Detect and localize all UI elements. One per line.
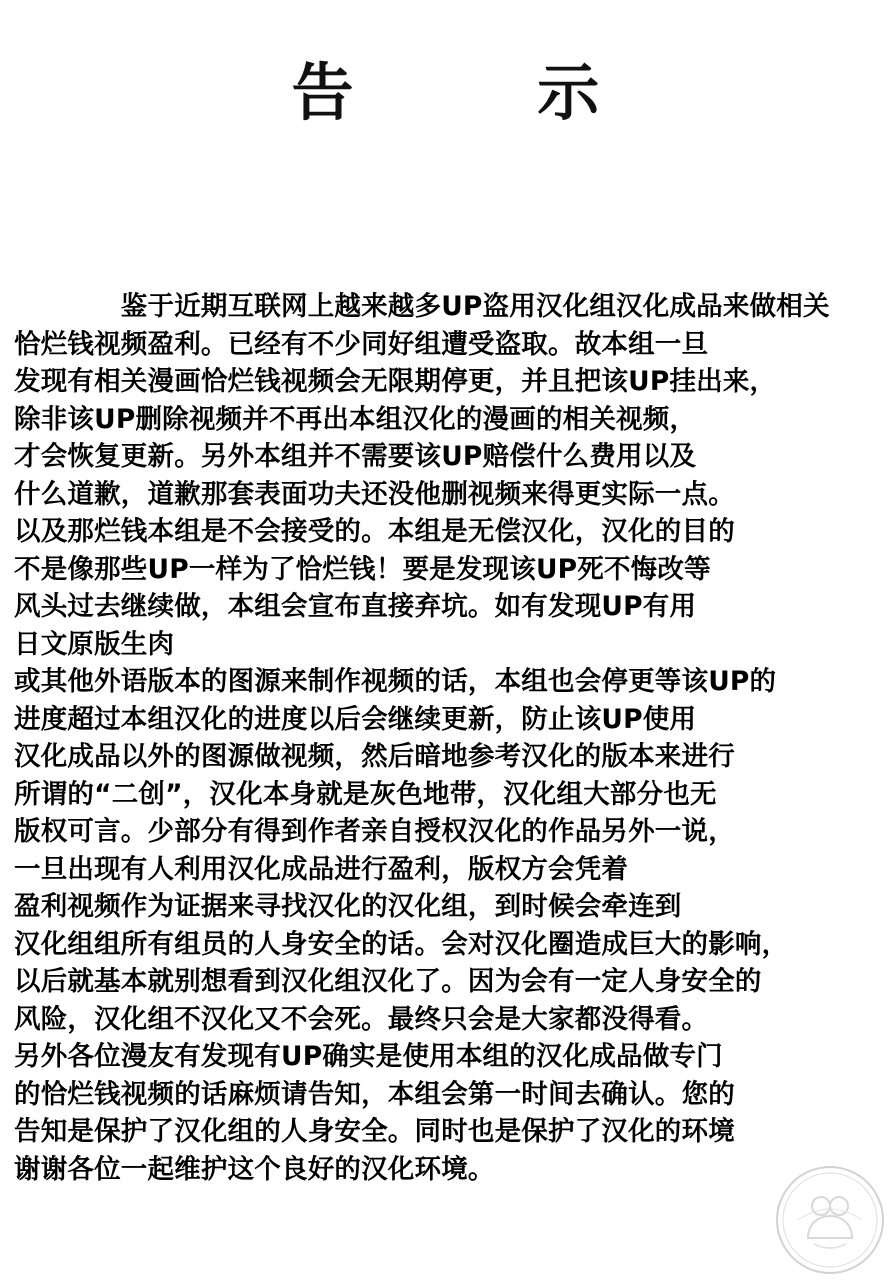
paragraph-line: 另外各位漫友有发现有UP确实是使用本组的汉化成品做专门 (14, 1041, 723, 1072)
paragraph-line: 汉化成品以外的图源做视频，然后暗地参考汉化的版本来进行 (14, 741, 735, 772)
paragraph-line: 一旦出现有人利用汉化成品进行盈利，版权方会凭着 (14, 853, 629, 885)
page-title: 告 示 (291, 56, 601, 129)
paragraph-line: 进度超过本组汉化的进度以后会继续更新，防止该UP使用 (14, 703, 697, 735)
paragraph-line: 日文原版生肉 (14, 628, 175, 660)
paragraph-line: 版权可言。少部分有得到作者亲自授权汉化的作品另外一说， (14, 816, 735, 847)
paragraph-line: 才会恢复更新。另外本组并不需要该UP赔偿什么费用以及 (14, 441, 697, 472)
paragraph-line: 的恰烂钱视频的话麻烦请告知，本组会第一时间去确认。您的 (14, 1078, 735, 1110)
paragraph-line: 不是像那些UP一样为了恰烂钱！要是发现该UP死不悔改等 (14, 553, 711, 585)
paragraph-line: 所谓的“二创”，汉化本身就是灰色地带，汉化组大部分也无 (14, 778, 717, 810)
paragraph-line: 告知是保护了汉化组的人身安全。同时也是保护了汉化的环境 (14, 1116, 735, 1147)
watermark-stamp-icon (774, 1164, 886, 1276)
paragraph-line: 什么道歉，道歉那套表面功夫还没他删视频来得更实际一点。 (14, 478, 735, 510)
paragraph-line: 汉化组组所有组员的人身安全的话。会对汉化圈造成巨大的影响， (14, 928, 789, 960)
paragraph-line: 以及那烂钱本组是不会接受的。本组是无偿汉化，汉化的目的 (14, 516, 735, 547)
announcement-body (14, 288, 882, 1188)
paragraph-line: 或其他外语版本的图源来制作视频的话，本组也会停更等该UP的 (14, 666, 777, 697)
paragraph-line: 除非该UP删除视频并不再出本组汉化的漫画的相关视频， (14, 403, 697, 435)
paragraph-line: 谢谢各位一起维护这个良好的汉化环境。 (14, 1153, 495, 1185)
paragraph-line: 恰烂钱视频盈利。已经有不少同好组遭受盗取。故本组一旦 (14, 328, 709, 360)
paragraph-line: 盈利视频作为证据来寻找汉化的汉化组，到时候会牵连到 (14, 891, 682, 922)
paragraph-line: 风险，汉化组不汉化又不会死。最终只会是大家都没得看。 (14, 1003, 709, 1035)
paragraph-line: 以后就基本就别想看到汉化组汉化了。因为会有一定人身安全的 (14, 966, 762, 997)
paragraph-line: 风头过去继续做，本组会宣布直接弃坑。如有发现UP有用 (14, 591, 697, 622)
paragraph-line: 发现有相关漫画恰烂钱视频会无限期停更，并且把该UP挂出来， (14, 366, 777, 397)
paragraph-line: 鉴于近期互联网上越来越多UP盗用汉化组汉化成品来做相关 (14, 291, 830, 322)
